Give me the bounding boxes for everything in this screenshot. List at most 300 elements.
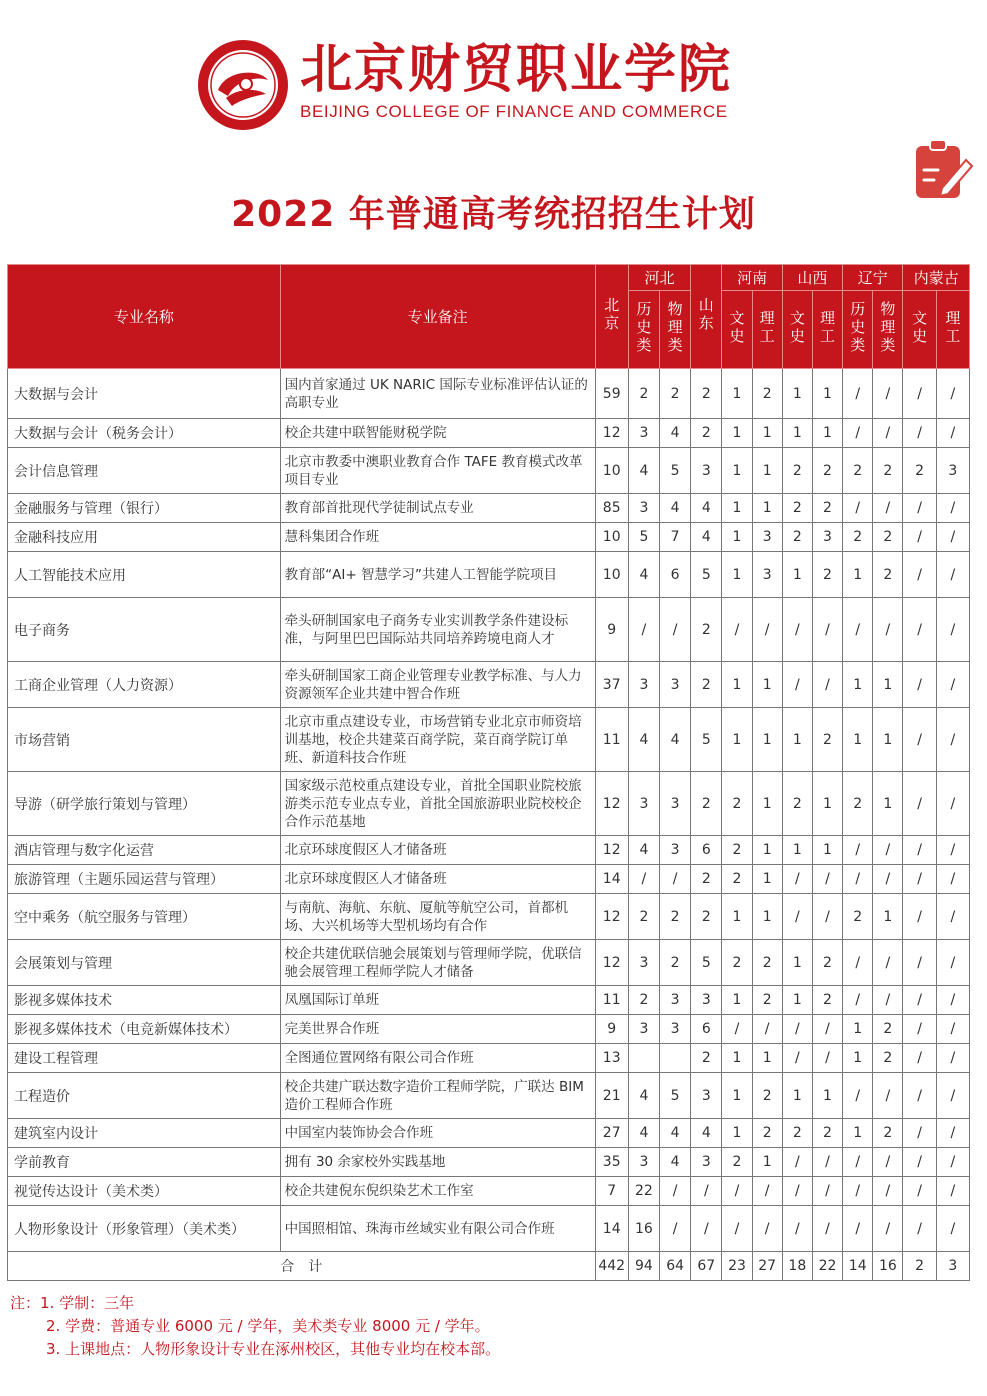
major-note: 中国照相馆、珠海市丝域实业有限公司合作班 <box>280 1206 595 1252</box>
quota-cell: / <box>903 523 936 552</box>
quota-cell: 5 <box>660 448 691 494</box>
quota-cell: / <box>873 986 903 1015</box>
quota-cell: / <box>812 865 842 894</box>
quota-cell: / <box>873 1206 903 1252</box>
footnotes <box>10 1292 500 1361</box>
quota-cell: 2 <box>660 369 691 419</box>
quota-cell: / <box>936 598 969 662</box>
quota-cell: 1 <box>873 894 903 940</box>
quota-cell: 22 <box>628 1177 659 1206</box>
header-neimenggu: 内蒙古 <box>903 265 970 291</box>
quota-cell: 2 <box>722 940 752 986</box>
college-name-cn: 北京财贸职业学院 <box>300 39 733 100</box>
quota-cell: 2 <box>843 523 873 552</box>
quota-cell: / <box>752 1015 782 1044</box>
major-note: 完美世界合作班 <box>280 1015 595 1044</box>
quota-cell: 85 <box>595 494 628 523</box>
table-row <box>8 448 970 494</box>
quota-cell: / <box>936 1015 969 1044</box>
quota-cell: / <box>843 940 873 986</box>
quota-cell: / <box>873 598 903 662</box>
table-row <box>8 986 970 1015</box>
quota-cell: / <box>782 1044 812 1073</box>
quota-cell: / <box>752 1206 782 1252</box>
header-shandong <box>691 265 722 369</box>
quota-cell: 2 <box>752 1119 782 1148</box>
quota-cell: 3 <box>752 523 782 552</box>
table-row <box>8 708 970 772</box>
quota-cell: 1 <box>782 552 812 598</box>
quota-cell: 2 <box>812 986 842 1015</box>
quota-cell: 3 <box>660 1015 691 1044</box>
quota-cell: 3 <box>691 1073 722 1119</box>
total-cell: 22 <box>812 1252 842 1281</box>
quota-cell: 1 <box>722 552 752 598</box>
note-3-row <box>10 1338 500 1361</box>
table-row <box>8 772 970 836</box>
table-row <box>8 940 970 986</box>
quota-cell: 2 <box>812 1119 842 1148</box>
quota-cell: / <box>873 494 903 523</box>
quota-cell: 1 <box>812 1073 842 1119</box>
quota-cell: / <box>903 940 936 986</box>
quota-cell: / <box>903 369 936 419</box>
table-row <box>8 369 970 419</box>
table-row <box>8 494 970 523</box>
quota-cell: / <box>903 865 936 894</box>
header-hebei: 河北 <box>628 265 690 291</box>
table-row <box>8 552 970 598</box>
major-note: 中国室内装饰协会合作班 <box>280 1119 595 1148</box>
major-note: 教育部首批现代学徒制试点专业 <box>280 494 595 523</box>
quota-cell: 2 <box>722 865 752 894</box>
quota-cell: 10 <box>595 552 628 598</box>
table-row <box>8 1044 970 1073</box>
major-note: 北京市重点建设专业，市场营销专业北京市师资培训基地，校企共建菜百商学院，菜百商学院订单班、新道科技合作班 <box>280 708 595 772</box>
quota-cell: / <box>903 1044 936 1073</box>
quota-cell: 1 <box>752 865 782 894</box>
major-note: 教育部“AI+ 智慧学习”共建人工智能学院项目 <box>280 552 595 598</box>
quota-cell: 13 <box>595 1044 628 1073</box>
major-note: 校企共建倪东倪织染艺术工作室 <box>280 1177 595 1206</box>
quota-cell: 5 <box>660 1073 691 1119</box>
quota-cell: 3 <box>660 662 691 708</box>
quota-cell: / <box>903 552 936 598</box>
major-note: 拥有 30 余家校外实践基地 <box>280 1148 595 1177</box>
quota-cell: 1 <box>873 708 903 772</box>
header-henan: 河南 <box>722 265 782 291</box>
quota-cell: / <box>873 865 903 894</box>
quota-cell: 4 <box>691 494 722 523</box>
quota-cell: / <box>936 836 969 865</box>
quota-cell: 27 <box>595 1119 628 1148</box>
quota-cell: 2 <box>691 865 722 894</box>
quota-cell: / <box>936 662 969 708</box>
header-note: 专业备注 <box>280 265 595 369</box>
quota-cell: / <box>903 894 936 940</box>
quota-cell: / <box>722 1015 752 1044</box>
quota-cell: 2 <box>722 1148 752 1177</box>
table-row <box>8 523 970 552</box>
quota-cell: 1 <box>722 894 752 940</box>
quota-cell: / <box>903 1148 936 1177</box>
quota-cell: 59 <box>595 369 628 419</box>
page-title: 2022 年普通高考统招招生计划 <box>231 194 756 235</box>
quota-cell: 1 <box>782 836 812 865</box>
note-2-row <box>10 1315 500 1338</box>
quota-cell: 2 <box>752 1073 782 1119</box>
quota-cell: / <box>660 865 691 894</box>
quota-cell: 2 <box>782 494 812 523</box>
quota-cell: / <box>903 708 936 772</box>
quota-cell: 2 <box>691 419 722 448</box>
quota-cell: 4 <box>691 1119 722 1148</box>
table-row <box>8 1119 970 1148</box>
table-row <box>8 865 970 894</box>
quota-cell: 12 <box>595 772 628 836</box>
quota-cell: 4 <box>628 448 659 494</box>
quota-cell: / <box>936 894 969 940</box>
quota-cell: 3 <box>628 419 659 448</box>
quota-cell: 4 <box>628 836 659 865</box>
quota-cell: 5 <box>691 708 722 772</box>
quota-cell: 2 <box>812 494 842 523</box>
quota-cell: 3 <box>691 448 722 494</box>
table-row <box>8 836 970 865</box>
quota-cell: 2 <box>691 1044 722 1073</box>
quota-cell: 2 <box>812 448 842 494</box>
major-note: 北京市教委中澳职业教育合作 TAFE 教育模式改革项目专业 <box>280 448 595 494</box>
quota-cell: 2 <box>691 772 722 836</box>
quota-cell: / <box>722 1177 752 1206</box>
quota-cell: 4 <box>628 708 659 772</box>
major-name: 空中乘务（航空服务与管理） <box>8 894 281 940</box>
quota-cell: 3 <box>628 662 659 708</box>
quota-cell: / <box>843 865 873 894</box>
college-name-en: BEIJING COLLEGE OF FINANCE AND COMMERCE <box>300 102 728 121</box>
quota-cell: 1 <box>722 1073 752 1119</box>
note-1: 注：1. 学制：三年 <box>10 1294 135 1312</box>
quota-cell: 3 <box>936 448 969 494</box>
quota-cell: / <box>782 1206 812 1252</box>
header-liaoning-physics: 物理类 <box>873 291 903 369</box>
quota-cell: / <box>628 598 659 662</box>
table-row <box>8 662 970 708</box>
quota-cell: 1 <box>782 1073 812 1119</box>
quota-cell: / <box>936 1177 969 1206</box>
quota-cell: 1 <box>752 494 782 523</box>
quota-cell: / <box>936 1073 969 1119</box>
major-name: 学前教育 <box>8 1148 281 1177</box>
quota-cell: 2 <box>782 1119 812 1148</box>
quota-cell: 1 <box>752 772 782 836</box>
quota-cell <box>660 1044 691 1073</box>
quota-cell: 1 <box>843 1119 873 1148</box>
quota-cell: 2 <box>691 369 722 419</box>
quota-cell: / <box>843 494 873 523</box>
quota-cell: / <box>812 1148 842 1177</box>
major-note: 凤凰国际订单班 <box>280 986 595 1015</box>
total-cell: 18 <box>782 1252 812 1281</box>
quota-cell: 4 <box>691 523 722 552</box>
total-cell: 94 <box>628 1252 659 1281</box>
total-cell: 16 <box>873 1252 903 1281</box>
quota-cell: / <box>812 1015 842 1044</box>
total-cell: 27 <box>752 1252 782 1281</box>
quota-cell: / <box>936 940 969 986</box>
quota-cell: / <box>782 894 812 940</box>
major-name: 会展策划与管理 <box>8 940 281 986</box>
major-name: 大数据与会计（税务会计） <box>8 419 281 448</box>
major-name: 大数据与会计 <box>8 369 281 419</box>
major-name: 导游（研学旅行策划与管理） <box>8 772 281 836</box>
major-note: 国家级示范校重点建设专业，首批全国职业院校旅游类示范专业点专业，首批全国旅游职业院校校企合作示范基地 <box>280 772 595 836</box>
quota-cell: 12 <box>595 894 628 940</box>
total-label: 合 计 <box>8 1252 596 1281</box>
quota-cell: 3 <box>812 523 842 552</box>
total-cell: 3 <box>936 1252 969 1281</box>
major-note: 北京环球度假区人才储备班 <box>280 836 595 865</box>
table-row <box>8 1015 970 1044</box>
header-beijing-text: 北京 <box>602 296 621 333</box>
quota-cell: 1 <box>752 836 782 865</box>
quota-cell: 2 <box>782 523 812 552</box>
quota-cell: 9 <box>595 598 628 662</box>
quota-cell: / <box>722 598 752 662</box>
table-row <box>8 894 970 940</box>
quota-cell: / <box>843 836 873 865</box>
major-note: 牵头研制国家工商企业管理专业教学标准、与人力资源领军企业共建中智合作班 <box>280 662 595 708</box>
major-name: 视觉传达设计（美术类） <box>8 1177 281 1206</box>
quota-cell: 4 <box>660 1119 691 1148</box>
quota-cell: 7 <box>660 523 691 552</box>
major-note: 全图通位置网络有限公司合作班 <box>280 1044 595 1073</box>
quota-cell: / <box>903 662 936 708</box>
major-name: 金融科技应用 <box>8 523 281 552</box>
quota-cell: / <box>873 940 903 986</box>
quota-cell: 3 <box>628 494 659 523</box>
quota-cell: 3 <box>628 772 659 836</box>
quota-cell: / <box>903 986 936 1015</box>
major-name: 电子商务 <box>8 598 281 662</box>
quota-cell: / <box>843 1177 873 1206</box>
quota-cell: 1 <box>782 708 812 772</box>
quota-cell: / <box>660 1206 691 1252</box>
major-name: 旅游管理（主题乐园运营与管理） <box>8 865 281 894</box>
quota-cell: 3 <box>628 1015 659 1044</box>
major-note: 校企共建中联智能财税学院 <box>280 419 595 448</box>
quota-cell: / <box>936 369 969 419</box>
header-shanxi-arts: 文史 <box>782 291 812 369</box>
quota-cell: 1 <box>752 1044 782 1073</box>
quota-cell: 1 <box>722 369 752 419</box>
quota-cell: / <box>843 1206 873 1252</box>
quota-cell: 1 <box>722 1044 752 1073</box>
quota-cell: / <box>812 1206 842 1252</box>
quota-cell: 10 <box>595 448 628 494</box>
quota-cell: / <box>903 1015 936 1044</box>
quota-cell: / <box>903 1206 936 1252</box>
header-hebei-physics: 物理类 <box>660 291 691 369</box>
quota-cell: 1 <box>782 369 812 419</box>
quota-cell: 3 <box>752 552 782 598</box>
quota-cell: 1 <box>722 1119 752 1148</box>
quota-cell: 2 <box>782 448 812 494</box>
quota-cell: 2 <box>628 369 659 419</box>
quota-cell: 2 <box>691 662 722 708</box>
quota-cell: 1 <box>782 940 812 986</box>
quota-cell: 4 <box>628 552 659 598</box>
quota-cell: 4 <box>660 494 691 523</box>
major-name: 金融服务与管理（银行） <box>8 494 281 523</box>
quota-cell: 1 <box>722 708 752 772</box>
quota-cell: 3 <box>660 836 691 865</box>
quota-cell: 4 <box>660 1148 691 1177</box>
college-seal-logo <box>196 38 290 132</box>
header-neimenggu-sci: 理工 <box>936 291 969 369</box>
header-hebei-history: 历史类 <box>628 291 659 369</box>
total-cell: 23 <box>722 1252 752 1281</box>
quota-cell: / <box>903 772 936 836</box>
quota-cell: / <box>782 1015 812 1044</box>
quota-cell: 2 <box>722 836 752 865</box>
quota-cell: 35 <box>595 1148 628 1177</box>
quota-cell: / <box>903 1177 936 1206</box>
quota-cell: 4 <box>660 419 691 448</box>
quota-cell: / <box>936 494 969 523</box>
quota-cell: / <box>752 1177 782 1206</box>
quota-cell: 1 <box>812 772 842 836</box>
quota-cell: 2 <box>843 894 873 940</box>
quota-cell: / <box>936 1148 969 1177</box>
header-shanxi-sci: 理工 <box>812 291 842 369</box>
quota-cell: / <box>903 1073 936 1119</box>
quota-cell: 1 <box>752 448 782 494</box>
quota-cell: 2 <box>752 940 782 986</box>
quota-cell: / <box>660 598 691 662</box>
total-cell: 67 <box>691 1252 722 1281</box>
quota-cell: 1 <box>843 552 873 598</box>
quota-cell: 6 <box>691 836 722 865</box>
quota-cell: 1 <box>812 419 842 448</box>
quota-cell: / <box>843 598 873 662</box>
quota-cell: 1 <box>812 836 842 865</box>
quota-cell: 1 <box>782 419 812 448</box>
quota-cell: / <box>936 986 969 1015</box>
quota-cell: / <box>782 598 812 662</box>
quota-cell: 7 <box>595 1177 628 1206</box>
quota-cell: 1 <box>722 523 752 552</box>
quota-cell: 1 <box>722 494 752 523</box>
quota-cell: / <box>812 1177 842 1206</box>
quota-cell: 1 <box>843 708 873 772</box>
quota-cell: 2 <box>812 552 842 598</box>
quota-cell: 3 <box>691 986 722 1015</box>
major-name: 人物形象设计（形象管理）（美术类） <box>8 1206 281 1252</box>
major-note: 北京环球度假区人才储备班 <box>280 865 595 894</box>
quota-cell: / <box>936 523 969 552</box>
quota-cell: 1 <box>782 986 812 1015</box>
quota-cell: 2 <box>873 523 903 552</box>
quota-cell: / <box>936 419 969 448</box>
major-note: 校企共建优联信驰会展策划与管理师学院，优联信驰会展管理工程师学院人才储备 <box>280 940 595 986</box>
table-row <box>8 1148 970 1177</box>
major-name: 影视多媒体技术（电竞新媒体技术） <box>8 1015 281 1044</box>
quota-cell: 1 <box>843 1044 873 1073</box>
header-henan-sci: 理工 <box>752 291 782 369</box>
quota-cell: / <box>843 369 873 419</box>
quota-cell: / <box>873 1177 903 1206</box>
quota-cell: / <box>873 836 903 865</box>
quota-cell: / <box>812 894 842 940</box>
note-2: 2. 学费：普通专业 6000 元 / 学年，美术类专业 8000 元 / 学年。 <box>46 1317 490 1335</box>
table-row <box>8 1206 970 1252</box>
quota-cell: / <box>722 1206 752 1252</box>
quota-cell: 2 <box>873 1044 903 1073</box>
quota-cell: 21 <box>595 1073 628 1119</box>
quota-cell: / <box>660 1177 691 1206</box>
quota-cell: / <box>843 986 873 1015</box>
total-cell: 442 <box>595 1252 628 1281</box>
quota-cell: 6 <box>691 1015 722 1044</box>
quota-cell: / <box>843 1148 873 1177</box>
total-cell: 2 <box>903 1252 936 1281</box>
quota-cell: 2 <box>782 772 812 836</box>
quota-cell: 1 <box>722 448 752 494</box>
header-beijing <box>595 265 628 369</box>
quota-cell: 1 <box>722 662 752 708</box>
header-neimenggu-arts: 文史 <box>903 291 936 369</box>
table-row <box>8 1073 970 1119</box>
quota-cell: / <box>843 419 873 448</box>
header-liaoning: 辽宁 <box>843 265 903 291</box>
quota-cell: / <box>782 1177 812 1206</box>
quota-cell: 2 <box>812 708 842 772</box>
quota-cell: 2 <box>873 1119 903 1148</box>
header-liaoning-history: 历史类 <box>843 291 873 369</box>
quota-cell: / <box>936 1044 969 1073</box>
quota-cell: 12 <box>595 419 628 448</box>
quota-cell: 14 <box>595 865 628 894</box>
quota-cell: / <box>752 598 782 662</box>
quota-cell: 2 <box>812 940 842 986</box>
quota-cell: 1 <box>722 986 752 1015</box>
table-header <box>8 265 970 369</box>
enrollment-plan-table <box>7 264 970 1281</box>
major-name: 人工智能技术应用 <box>8 552 281 598</box>
major-note: 国内首家通过 UK NARIC 国际专业标准评估认证的高职专业 <box>280 369 595 419</box>
header-shandong-text: 山东 <box>696 296 715 333</box>
quota-cell: 2 <box>628 894 659 940</box>
quota-cell: 16 <box>628 1206 659 1252</box>
quota-cell: / <box>873 369 903 419</box>
quota-cell: 1 <box>843 1015 873 1044</box>
quota-cell: 1 <box>722 419 752 448</box>
quota-cell: / <box>782 865 812 894</box>
quota-cell: 2 <box>660 940 691 986</box>
quota-cell: 3 <box>660 986 691 1015</box>
quota-cell: 3 <box>691 1148 722 1177</box>
table-row <box>8 598 970 662</box>
quota-cell: / <box>843 1073 873 1119</box>
quota-cell: / <box>903 419 936 448</box>
quota-cell: / <box>903 494 936 523</box>
table-row <box>8 419 970 448</box>
quota-cell: / <box>812 662 842 708</box>
quota-cell: / <box>936 1206 969 1252</box>
quota-cell: 11 <box>595 986 628 1015</box>
quota-cell: 5 <box>628 523 659 552</box>
